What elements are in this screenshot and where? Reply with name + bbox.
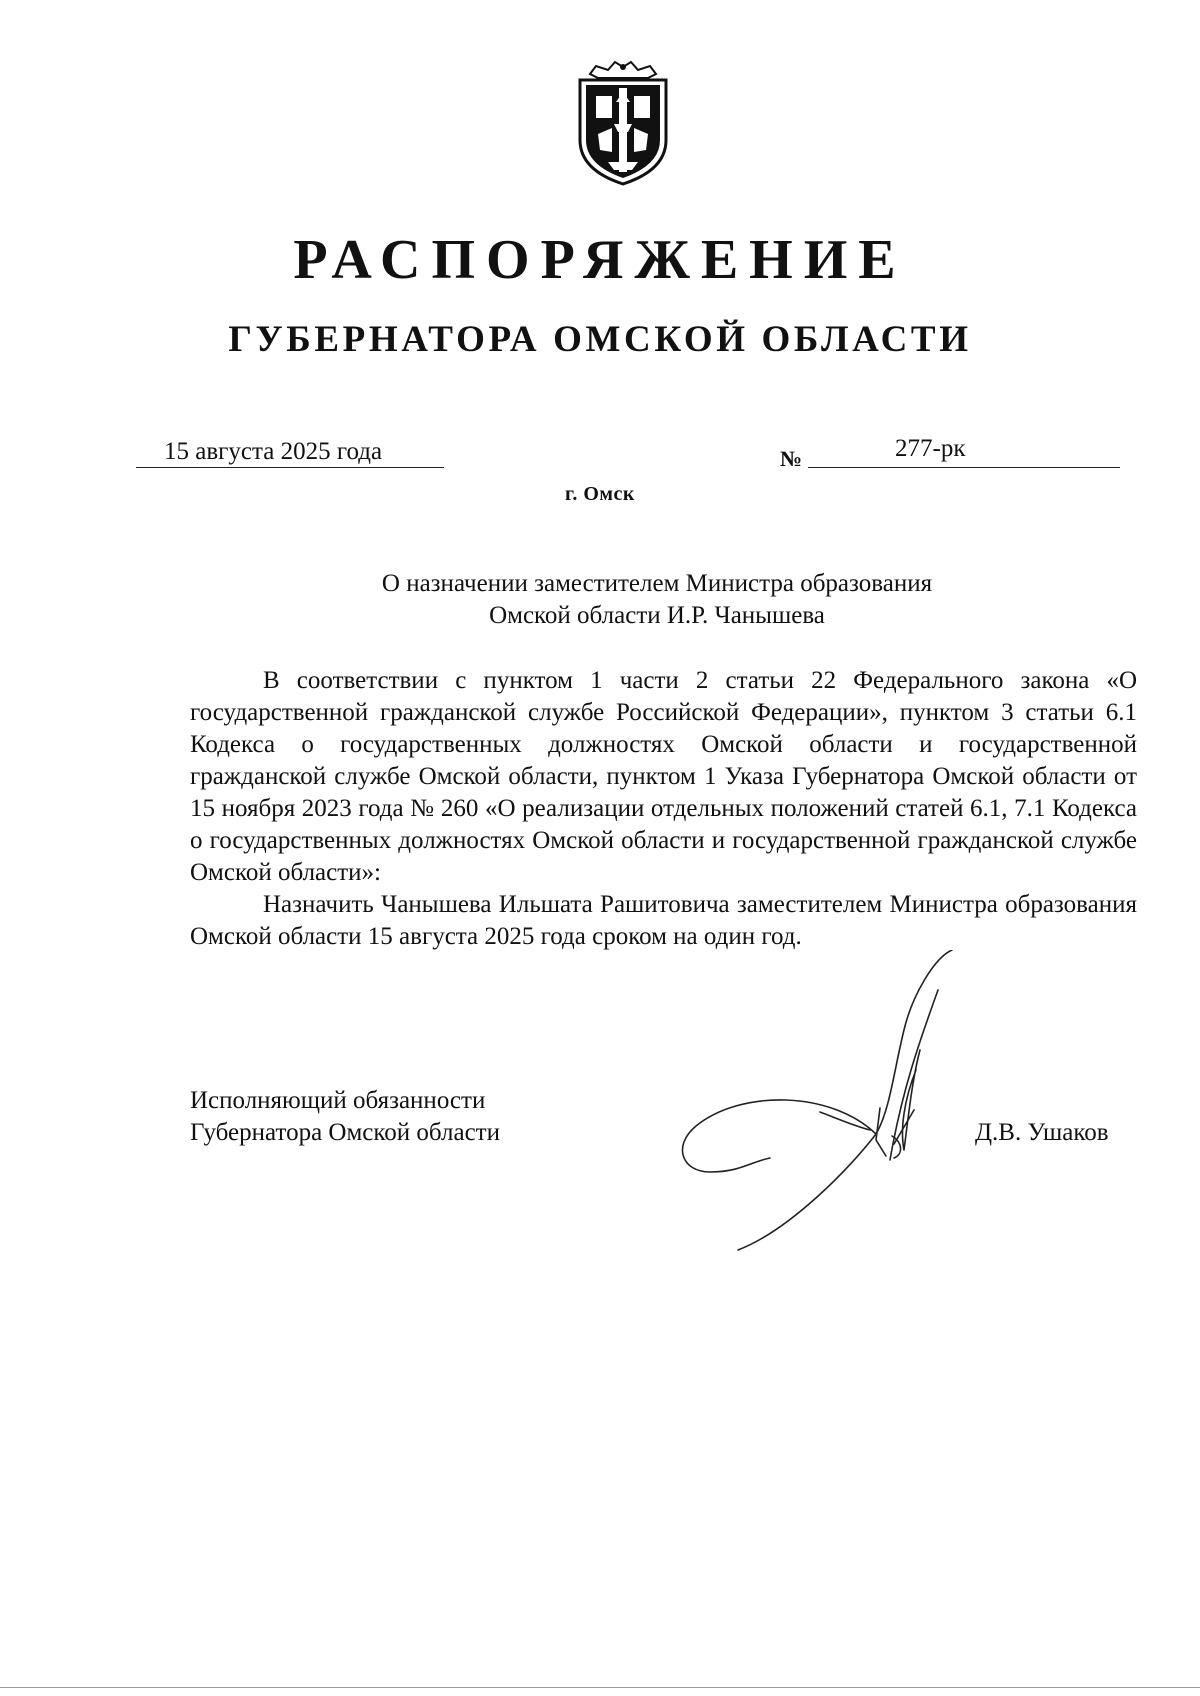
page-edge-divider xyxy=(0,1687,1200,1688)
subject-line-2: Омской области И.Р. Чанышева xyxy=(489,602,825,629)
document-title: РАСПОРЯЖЕНИЕ xyxy=(293,229,907,291)
document-body xyxy=(190,665,1137,953)
document-city: г. Омск xyxy=(565,483,635,505)
signer-name: Д.В. Ушаков xyxy=(975,1119,1109,1146)
subject-line-1: О назначении заместителем Министра образования xyxy=(381,570,933,597)
body-paragraph-1: В соответствии с пунктом 1 части 2 статьи 22 Федерального закона «О государственной гражданской службе Российской Федерации», пунктом 3 статьи 6.1 Кодекса о государственных должностях Омской области и государственной гражданской службе Омской области, пунктом 1 Указа Губернатора Омской области от 15 ноября 2023 года № 260 «О реализации отдельных положений статей 6.1, 7.1 Кодекса о государственных должностях Омской области и государственной гражданской службе Омской области»: xyxy=(190,667,1137,886)
document-subject xyxy=(190,568,1124,632)
document-issuer: ГУБЕРНАТОРА ОМСКОЙ ОБЛАСТИ xyxy=(228,319,972,360)
signer-position-line-2: Губернатора Омской области xyxy=(190,1119,500,1146)
number-sign-label: № xyxy=(780,446,803,471)
body-paragraph-2: Назначить Чанышева Ильшата Рашитовича заместителем Министра образования Омской области 15 августа 2025 года сроком на один год. xyxy=(190,891,1137,950)
coat-of-arms-icon xyxy=(568,58,678,188)
document-number: 277-рк xyxy=(895,435,966,462)
signer-position xyxy=(190,1085,500,1149)
signer-position-line-1: Исполняющий обязанности xyxy=(190,1087,486,1114)
document-date-field xyxy=(136,436,444,468)
document-number-field xyxy=(808,433,1120,468)
handwritten-signature-icon xyxy=(680,950,1040,1260)
document-date: 15 августа 2025 года xyxy=(164,438,383,465)
